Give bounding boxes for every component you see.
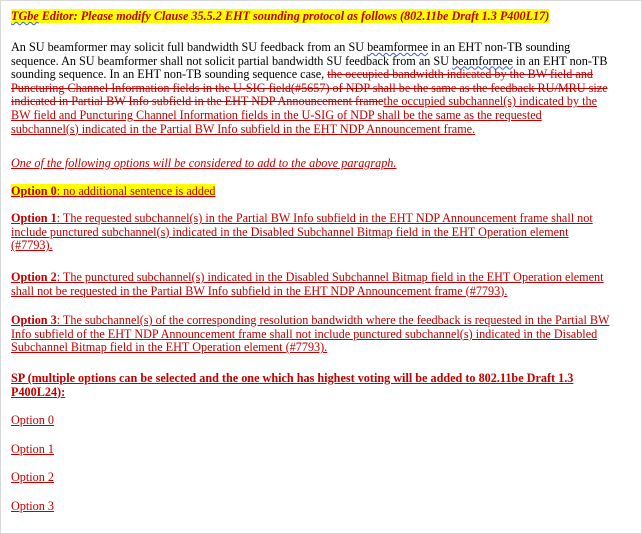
intro-line: One of the following options will be considered to add to the above paragraph.: [11, 156, 397, 170]
body-paragraph: [11, 41, 611, 136]
option-0-paragraph: [11, 185, 611, 199]
vote-option-0: Option 0: [11, 413, 54, 427]
option-3-label: Option 3: [11, 313, 57, 327]
straw-poll: SP (multiple options can be selected and the one which has highest voting will be added to 802.11be Draft 1.3 P400L24):: [11, 371, 574, 399]
beamformee-word-2: beamformee: [452, 53, 513, 68]
option-2-label: Option 2: [11, 270, 57, 284]
beamformee-word-1: beamformee: [367, 40, 428, 54]
tgbe-word: TGbe: [11, 9, 39, 23]
paragraph-text-2: in an EHT non-TB sounding sequence. An SU beamformer shall not solicit partial bandwidth SU feedback from an SU: [11, 40, 571, 68]
inserted-text: the occupied subchannel(s) indicated by the BW field and Puncturing Channel Information fields in the U-SIG of NDP shall be the same as the requested subchannel(s) indicated in the Partial BW Info subfield in the EHT NDP Announcement frame: [11, 94, 597, 136]
option-0-highlight: [11, 184, 215, 198]
paragraph-end: .: [472, 121, 476, 136]
editor-instruction: [11, 10, 611, 24]
paragraph-text-1: An SU beamformer may solicit full bandwidth SU feedback from an SU: [11, 40, 368, 54]
option-2-text: : The punctured subchannel(s) indicated in the Disabled Subchannel Bitmap field in the EHT Operation element shall not be requested in the Partial BW Info subfield in the EHT NDP Announcement frame (#7793).: [11, 270, 604, 298]
option-3-paragraph: [11, 314, 611, 355]
option-0-text: : no additional sentence is added: [56, 184, 216, 198]
option-1-paragraph: [11, 212, 611, 253]
paragraph-text-3: in an EHT non-TB sounding sequence. In an EHT non-TB sounding sequence case,: [11, 53, 608, 82]
editor-instruction-highlight: [11, 9, 549, 23]
editor-instruction-text: Editor: Please modify Clause 35.5.2 EHT sounding protocol as follows (802.11be Draft 1.3 P400L17): [38, 9, 550, 23]
option-2-paragraph: [11, 271, 611, 298]
vote-option-1: Option 1: [11, 442, 54, 456]
deleted-text: the occupied bandwidth indicated by the BW field and Puncturing Channel Information fields in the U-SIG field(#5657) of NDP shall be the same as the feedback RU/MRU size indicated in Partial BW Info subfield in the EHT NDP Announcement frame: [11, 67, 608, 109]
vote-option-3: Option 3: [11, 499, 54, 513]
option-0-label: Option 0: [11, 184, 57, 198]
vote-option-2: Option 2: [11, 470, 54, 484]
option-3-text: : The subchannel(s) of the corresponding resolution bandwidth where the feedback is requested in the Partial BW Info subfield of the EHT NDP Announcement frame shall not include punctured subchannel(s) indicated in the Disabled Subchannel Bitmap field in the EHT Operation element (#7793).: [11, 313, 610, 355]
option-1-text: : The requested subchannel(s) in the Partial BW Info subfield in the EHT NDP Announcement frame shall not include punctured subchannel(s) indicated in the Disabled Subchannel Bitmap field in the EHT Operation element (#7793).: [11, 211, 593, 253]
option-1-label: Option 1: [11, 211, 57, 225]
